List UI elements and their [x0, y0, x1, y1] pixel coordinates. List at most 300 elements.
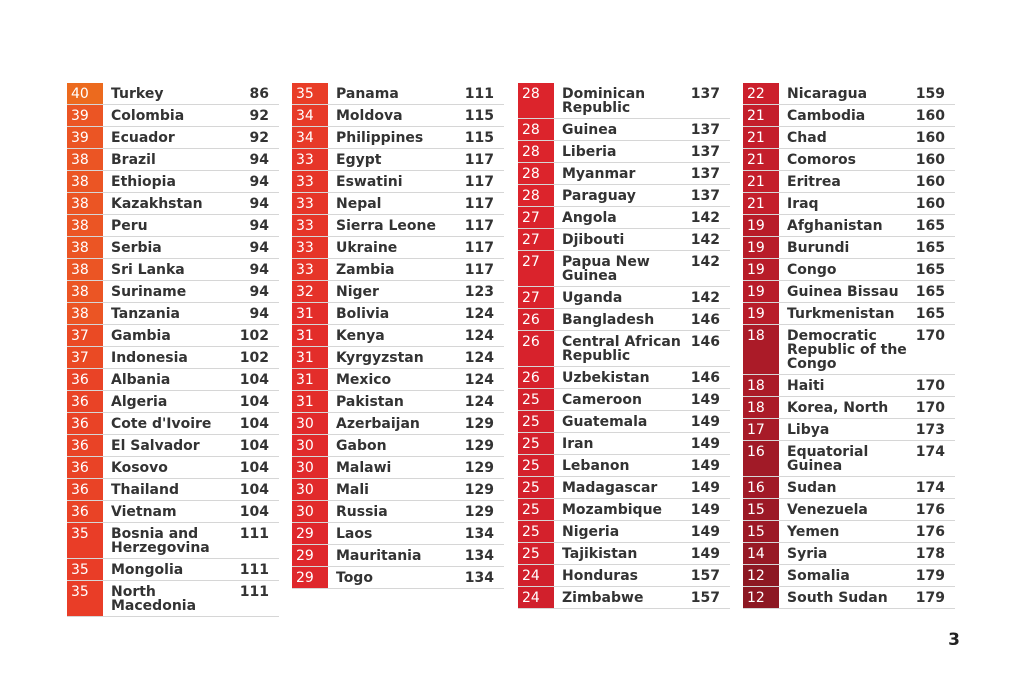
rank-cell: 149 [690, 524, 720, 540]
country-name: Turkmenistan [787, 306, 895, 322]
table-row [67, 435, 279, 457]
table-row [292, 413, 504, 435]
rank-cell: 165 [915, 284, 945, 300]
rank-cell: 170 [915, 400, 945, 416]
score-cell: 21 [743, 127, 779, 148]
rank-cell: 149 [690, 392, 720, 408]
table-row [67, 171, 279, 193]
score-cell: 25 [518, 521, 554, 542]
score-cell: 35 [67, 581, 103, 616]
score-cell: 38 [67, 171, 103, 192]
rank-cell: 142 [690, 254, 720, 270]
country-name: Togo [336, 570, 373, 586]
rank-cell: 146 [690, 334, 720, 350]
table-row [67, 281, 279, 303]
score-cell: 34 [292, 127, 328, 148]
rank-cell: 174 [915, 480, 945, 496]
country-name: Panama [336, 86, 399, 102]
score-cell: 21 [743, 105, 779, 126]
country-name: Algeria [111, 394, 168, 410]
country-name: Equatorial Guinea [787, 444, 869, 474]
score-cell: 22 [743, 83, 779, 104]
table-row [518, 141, 730, 163]
country-name: Comoros [787, 152, 856, 168]
table-row [292, 259, 504, 281]
country-name: Bangladesh [562, 312, 655, 328]
country-name: Sierra Leone [336, 218, 437, 234]
table-row [67, 523, 279, 559]
rank-cell: 149 [690, 436, 720, 452]
country-name: Haiti [787, 378, 825, 394]
rank-cell: 149 [690, 458, 720, 474]
table-row [743, 325, 955, 375]
table-row [67, 369, 279, 391]
rank-cell: 102 [239, 350, 269, 366]
country-name: Afghanistan [787, 218, 883, 234]
table-row [292, 567, 504, 589]
table-row [518, 83, 730, 119]
score-cell: 12 [743, 587, 779, 608]
country-name: Iraq [787, 196, 819, 212]
rank-cell: 157 [690, 568, 720, 584]
score-cell: 38 [67, 303, 103, 324]
score-cell: 18 [743, 397, 779, 418]
table-row [743, 565, 955, 587]
score-cell: 14 [743, 543, 779, 564]
rank-cell: 176 [915, 502, 945, 518]
rank-cell: 104 [239, 482, 269, 498]
table-row [67, 559, 279, 581]
rank-cell: 178 [915, 546, 945, 562]
rank-cell: 137 [690, 144, 720, 160]
country-name: Guatemala [562, 414, 648, 430]
country-name: Malawi [336, 460, 392, 476]
table-row [518, 587, 730, 609]
country-name: Mali [336, 482, 369, 498]
rank-cell: 165 [915, 218, 945, 234]
table-row [518, 287, 730, 309]
table-column-1 [67, 83, 279, 617]
country-name: Congo [787, 262, 837, 278]
country-name: Azerbaijan [336, 416, 420, 432]
country-name: Mozambique [562, 502, 663, 518]
score-cell: 34 [292, 105, 328, 126]
table-row [67, 391, 279, 413]
country-name: Dominican Republic [562, 86, 646, 116]
table-row [292, 303, 504, 325]
score-cell: 36 [67, 369, 103, 390]
country-name: Tanzania [111, 306, 180, 322]
country-name: Mongolia [111, 562, 184, 578]
score-cell: 15 [743, 521, 779, 542]
table-row [518, 185, 730, 207]
rank-cell: 92 [249, 130, 269, 146]
score-cell: 31 [292, 391, 328, 412]
table-row [518, 331, 730, 367]
rank-cell: 94 [249, 218, 269, 234]
country-name: Djibouti [562, 232, 625, 248]
table-row [743, 477, 955, 499]
country-name: Kosovo [111, 460, 168, 476]
country-name: Mauritania [336, 548, 422, 564]
rank-cell: 94 [249, 196, 269, 212]
rank-cell: 129 [464, 504, 494, 520]
country-name: Yemen [787, 524, 840, 540]
table-row [292, 369, 504, 391]
rank-cell: 111 [239, 562, 269, 578]
rank-cell: 94 [249, 152, 269, 168]
table-row [292, 523, 504, 545]
table-row [67, 501, 279, 523]
country-name: Iran [562, 436, 594, 452]
rank-cell: 142 [690, 290, 720, 306]
table-row [743, 303, 955, 325]
table-row [67, 193, 279, 215]
country-name: Paraguay [562, 188, 636, 204]
table-row [67, 215, 279, 237]
rank-cell: 123 [464, 284, 494, 300]
score-cell: 24 [518, 565, 554, 586]
rank-cell: 142 [690, 210, 720, 226]
country-name: Myanmar [562, 166, 636, 182]
table-row [67, 83, 279, 105]
score-cell: 21 [743, 193, 779, 214]
table-row [292, 281, 504, 303]
rank-cell: 160 [915, 174, 945, 190]
score-cell: 29 [292, 545, 328, 566]
table-row [292, 391, 504, 413]
table-row [743, 237, 955, 259]
rank-cell: 146 [690, 312, 720, 328]
score-cell: 36 [67, 501, 103, 522]
country-name: Niger [336, 284, 379, 300]
rank-cell: 165 [915, 306, 945, 322]
score-cell: 26 [518, 331, 554, 366]
score-cell: 32 [292, 281, 328, 302]
score-cell: 28 [518, 163, 554, 184]
score-cell: 38 [67, 149, 103, 170]
country-name: North Macedonia [111, 584, 197, 614]
table-column-2 [292, 83, 504, 589]
score-cell: 28 [518, 119, 554, 140]
table-row [292, 325, 504, 347]
table-row [518, 251, 730, 287]
score-cell: 16 [743, 441, 779, 476]
table-row [743, 499, 955, 521]
table-row [518, 565, 730, 587]
country-name: Nigeria [562, 524, 620, 540]
rank-cell: 94 [249, 240, 269, 256]
table-row [292, 237, 504, 259]
table-row [292, 215, 504, 237]
table-row [67, 347, 279, 369]
rank-cell: 173 [915, 422, 945, 438]
table-row [518, 499, 730, 521]
rank-cell: 157 [690, 590, 720, 606]
rank-cell: 134 [464, 548, 494, 564]
rank-cell: 104 [239, 504, 269, 520]
country-name: Lebanon [562, 458, 630, 474]
table-row [743, 171, 955, 193]
country-name: Honduras [562, 568, 638, 584]
score-cell: 31 [292, 303, 328, 324]
table-row [518, 367, 730, 389]
score-cell: 27 [518, 287, 554, 308]
rank-cell: 134 [464, 526, 494, 542]
table-row [292, 127, 504, 149]
table-row [292, 193, 504, 215]
score-cell: 29 [292, 567, 328, 588]
country-name: Zambia [336, 262, 395, 278]
rank-cell: 174 [915, 444, 945, 460]
rank-cell: 149 [690, 414, 720, 430]
score-cell: 38 [67, 259, 103, 280]
country-name: Nepal [336, 196, 382, 212]
score-cell: 36 [67, 435, 103, 456]
table-row [743, 193, 955, 215]
score-cell: 19 [743, 281, 779, 302]
country-name: Zimbabwe [562, 590, 644, 606]
score-cell: 26 [518, 309, 554, 330]
rank-cell: 129 [464, 438, 494, 454]
country-name: Venezuela [787, 502, 868, 518]
table-row [743, 543, 955, 565]
rank-cell: 104 [239, 460, 269, 476]
country-name: Angola [562, 210, 617, 226]
rank-cell: 149 [690, 480, 720, 496]
score-cell: 39 [67, 105, 103, 126]
score-cell: 16 [743, 477, 779, 498]
country-name: Tajikistan [562, 546, 638, 562]
table-row [518, 477, 730, 499]
score-cell: 19 [743, 215, 779, 236]
table-row [67, 479, 279, 501]
score-cell: 38 [67, 193, 103, 214]
rank-cell: 142 [690, 232, 720, 248]
score-cell: 30 [292, 413, 328, 434]
country-name: Turkey [111, 86, 164, 102]
rank-cell: 134 [464, 570, 494, 586]
country-name: Somalia [787, 568, 850, 584]
rank-cell: 104 [239, 416, 269, 432]
country-name: Uganda [562, 290, 623, 306]
score-cell: 37 [67, 325, 103, 346]
rank-cell: 129 [464, 416, 494, 432]
country-name: Ecuador [111, 130, 175, 146]
score-cell: 31 [292, 325, 328, 346]
table-row [518, 119, 730, 141]
rank-cell: 94 [249, 262, 269, 278]
country-name: Eritrea [787, 174, 841, 190]
rank-cell: 137 [690, 122, 720, 138]
rank-cell: 94 [249, 174, 269, 190]
score-cell: 36 [67, 413, 103, 434]
country-name: Eswatini [336, 174, 403, 190]
country-name: Ukraine [336, 240, 398, 256]
country-name: Egypt [336, 152, 382, 168]
table-row [292, 479, 504, 501]
score-cell: 33 [292, 259, 328, 280]
country-name: Cameroon [562, 392, 642, 408]
rank-cell: 104 [239, 372, 269, 388]
score-cell: 18 [743, 325, 779, 374]
rank-cell: 117 [464, 174, 494, 190]
rank-cell: 149 [690, 546, 720, 562]
rank-cell: 94 [249, 306, 269, 322]
table-row [743, 259, 955, 281]
table-row [67, 325, 279, 347]
table-row [743, 149, 955, 171]
rank-cell: 179 [915, 590, 945, 606]
country-name: Madagascar [562, 480, 658, 496]
table-row [743, 397, 955, 419]
rank-cell: 160 [915, 130, 945, 146]
score-cell: 33 [292, 171, 328, 192]
score-cell: 35 [67, 523, 103, 558]
table-row [292, 105, 504, 127]
table-row [67, 259, 279, 281]
country-name: Central African Republic [562, 334, 681, 364]
country-name: Burundi [787, 240, 850, 256]
rank-cell: 104 [239, 394, 269, 410]
rank-cell: 170 [915, 378, 945, 394]
score-cell: 24 [518, 587, 554, 608]
table-row [743, 105, 955, 127]
table-row [292, 545, 504, 567]
table-row [292, 149, 504, 171]
country-name: Liberia [562, 144, 617, 160]
country-name: Moldova [336, 108, 403, 124]
table-row [743, 521, 955, 543]
table-row [518, 163, 730, 185]
rank-cell: 124 [464, 350, 494, 366]
rank-cell: 115 [464, 130, 494, 146]
score-cell: 36 [67, 457, 103, 478]
country-name: Cote d'Ivoire [111, 416, 212, 432]
table-row [518, 543, 730, 565]
score-cell: 27 [518, 207, 554, 228]
rank-cell: 176 [915, 524, 945, 540]
rank-cell: 124 [464, 328, 494, 344]
rank-cell: 111 [464, 86, 494, 102]
table-row [743, 419, 955, 441]
table-row [292, 171, 504, 193]
rank-cell: 86 [249, 86, 269, 102]
country-name: Ethiopia [111, 174, 176, 190]
country-name: Chad [787, 130, 827, 146]
table-row [743, 127, 955, 149]
score-cell: 30 [292, 479, 328, 500]
rank-cell: 137 [690, 166, 720, 182]
rank-cell: 124 [464, 394, 494, 410]
score-cell: 25 [518, 543, 554, 564]
country-name: Pakistan [336, 394, 404, 410]
table-row [518, 309, 730, 331]
rank-cell: 94 [249, 284, 269, 300]
country-name: Bosnia and Herzegovina [111, 526, 210, 556]
rank-cell: 159 [915, 86, 945, 102]
country-name: Serbia [111, 240, 162, 256]
table-column-3 [518, 83, 730, 609]
country-name: Papua New Guinea [562, 254, 650, 284]
rank-cell: 129 [464, 482, 494, 498]
score-cell: 12 [743, 565, 779, 586]
rank-cell: 111 [239, 526, 269, 542]
score-cell: 31 [292, 369, 328, 390]
rank-cell: 170 [915, 328, 945, 344]
score-cell: 38 [67, 237, 103, 258]
rank-cell: 117 [464, 240, 494, 256]
country-name: Vietnam [111, 504, 177, 520]
table-column-4 [743, 83, 955, 609]
rank-cell: 137 [690, 188, 720, 204]
score-cell: 19 [743, 259, 779, 280]
table-row [292, 347, 504, 369]
rank-cell: 160 [915, 108, 945, 124]
score-cell: 31 [292, 347, 328, 368]
country-name: Sudan [787, 480, 837, 496]
country-name: Bolivia [336, 306, 390, 322]
rank-cell: 117 [464, 218, 494, 234]
rank-cell: 111 [239, 584, 269, 600]
country-name: Gambia [111, 328, 171, 344]
country-name: Philippines [336, 130, 424, 146]
score-cell: 30 [292, 501, 328, 522]
score-cell: 27 [518, 251, 554, 286]
score-cell: 30 [292, 457, 328, 478]
score-cell: 33 [292, 215, 328, 236]
score-cell: 37 [67, 347, 103, 368]
rank-cell: 137 [690, 86, 720, 102]
score-cell: 26 [518, 367, 554, 388]
score-cell: 25 [518, 455, 554, 476]
country-name: Guinea Bissau [787, 284, 899, 300]
table-row [743, 83, 955, 105]
country-name: Kazakhstan [111, 196, 203, 212]
country-name: Mexico [336, 372, 392, 388]
score-cell: 27 [518, 229, 554, 250]
rank-cell: 124 [464, 306, 494, 322]
score-cell: 38 [67, 215, 103, 236]
score-cell: 39 [67, 127, 103, 148]
table-row [292, 501, 504, 523]
table-row [743, 281, 955, 303]
table-row [67, 149, 279, 171]
score-cell: 18 [743, 375, 779, 396]
table-row [67, 105, 279, 127]
table-row [743, 215, 955, 237]
country-name: Thailand [111, 482, 179, 498]
score-cell: 36 [67, 479, 103, 500]
table-row [743, 441, 955, 477]
score-cell: 35 [292, 83, 328, 104]
score-cell: 40 [67, 83, 103, 104]
table-row [743, 375, 955, 397]
table-row [518, 433, 730, 455]
score-cell: 38 [67, 281, 103, 302]
country-name: Gabon [336, 438, 387, 454]
score-cell: 19 [743, 237, 779, 258]
table-row [67, 413, 279, 435]
table-row [743, 587, 955, 609]
country-name: El Salvador [111, 438, 200, 454]
rank-cell: 160 [915, 152, 945, 168]
table-row [67, 303, 279, 325]
score-cell: 33 [292, 237, 328, 258]
score-cell: 29 [292, 523, 328, 544]
country-name: Korea, North [787, 400, 889, 416]
score-cell: 25 [518, 411, 554, 432]
